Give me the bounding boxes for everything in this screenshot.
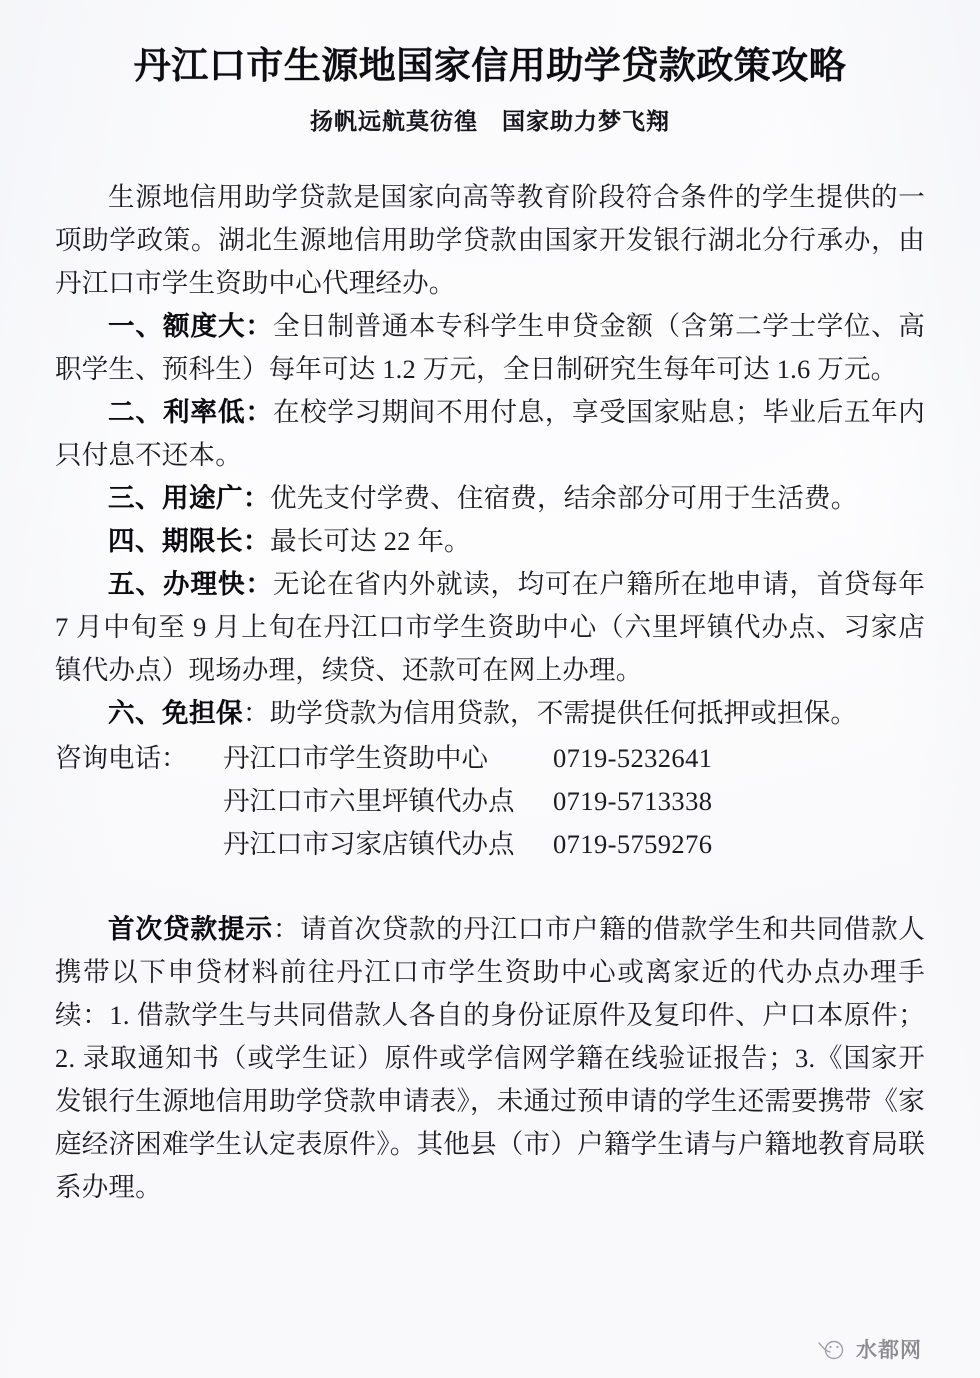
contact-block — [55, 737, 925, 866]
intro-paragraph: 生源地信用助学贷款是国家向高等教育阶段符合条件的学生提供的一项助学政策。湖北生源地信用助学贷款由国家开发银行湖北分行承办，由丹江口市学生资助中心代理经办。 — [55, 182, 925, 299]
contact-label: 咨询电话： — [55, 743, 188, 774]
section-paragraph-1 — [55, 305, 925, 391]
section-text-1: 全日制普通本专科学生申贷金额（含第二学士学位、高职学生、预科生）每年可达 1.2 万元，全日制研究生每年可达 1.6 万元。 — [55, 311, 925, 385]
section-text-6: ：助学贷款为信用贷款，不需提供任何抵押或担保。 — [243, 698, 858, 729]
first-loan-notice-paragraph — [55, 908, 925, 1209]
section-lead-2: 二、利率低： — [108, 397, 273, 428]
first-loan-notice-text: ：请首次贷款的丹江口市户籍的借款学生和共同借款人携带以下申贷材料前往丹江口市学生资助中心或离家近的代办点办理手续：1. 借款学生与共同借款人各自的身份证原件及复印件、户口本原件；2. 录取通知书（或学生证）原件或学信网学籍在线验证报告；3.《国家开发银行生源地信用助学贷款申请表》，未通过预申请的学生还需要携带《家庭经济困难学生认定表原件》。其他县（市）户籍学生请与户籍地教育局联系办理。 — [55, 914, 925, 1203]
document-body — [55, 176, 925, 1209]
contact-row — [55, 780, 925, 823]
contact-phone: 0719-5713338 — [553, 786, 713, 817]
section-lead-1: 一、额度大： — [108, 311, 273, 342]
page-title: 丹江口市生源地国家信用助学贷款政策攻略 — [133, 46, 847, 87]
section-paragraph-4 — [55, 520, 925, 563]
section-paragraph-2 — [55, 391, 925, 477]
section-text-5: 无论在省内外就读，均可在户籍所在地申请，首贷每年 7 月中旬至 9 月上旬在丹江口市学生资助中心（六里坪镇代办点、习家店镇代办点）现场办理，续贷、还款可在网上办理。 — [55, 569, 925, 686]
contact-phone: 0719-5759276 — [553, 829, 713, 860]
contact-row — [55, 823, 925, 866]
section-lead-6: 六、免担保 — [108, 698, 243, 729]
contact-office: 丹江口市六里坪镇代办点 — [223, 786, 515, 817]
section-lead-5: 五、办理快： — [108, 569, 273, 600]
section-paragraph-5 — [55, 563, 925, 692]
page-subtitle: 扬帆远航莫彷徨 国家助力梦飞翔 — [310, 109, 670, 135]
watermark-text: 水都网 — [856, 1339, 922, 1362]
section-lead-3: 三、用途广： — [108, 483, 270, 514]
contact-phone: 0719-5232641 — [553, 743, 713, 774]
section-lead-4: 四、期限长： — [108, 526, 270, 557]
contact-row — [55, 737, 925, 780]
section-text-4: 最长可达 22 年。 — [270, 526, 471, 557]
first-loan-notice-lead: 首次贷款提示 — [108, 914, 273, 945]
watermark — [817, 1334, 922, 1364]
section-paragraph-3 — [55, 477, 925, 520]
section-paragraph-6 — [55, 692, 925, 735]
section-text-2: 在校学习期间不用付息，享受国家贴息；毕业后五年内只付息不还本。 — [55, 397, 925, 471]
circle-mark-logo-icon — [817, 1336, 847, 1362]
contact-office: 丹江口市学生资助中心 — [223, 743, 488, 774]
section-text-3: 优先支付学费、住宿费，结余部分可用于生活费。 — [270, 483, 858, 514]
contact-office: 丹江口市习家店镇代办点 — [223, 829, 515, 860]
paragraph-spacer — [55, 866, 925, 908]
